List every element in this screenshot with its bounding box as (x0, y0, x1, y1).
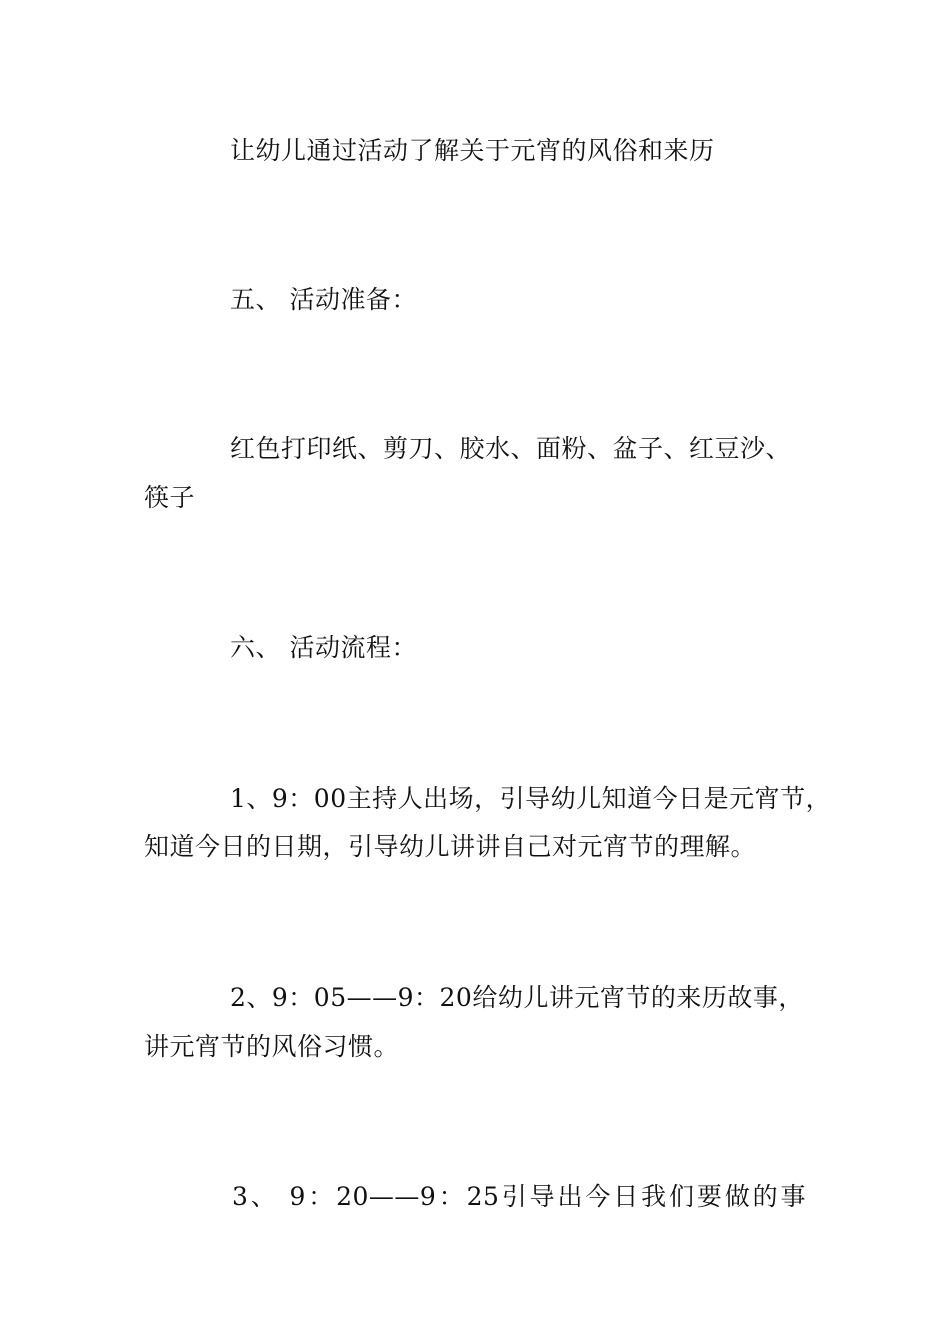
materials-line-1: 红色打印纸、剪刀、胶水、面粉、盆子、红豆沙、 (230, 434, 792, 463)
section-heading-preparation: 五、 活动准备： (230, 285, 417, 314)
materials-line-2: 筷子 (144, 483, 196, 512)
step-1-line-2: 知道今日的日期，引导幼儿讲讲自己对元宵节的理解。 (144, 832, 757, 861)
objective-paragraph: 让幼儿通过活动了解关于元宵的风俗和来历 (230, 136, 715, 165)
step-1-line-1: 1、9：00主持人出场，引导幼儿知道今日是元宵节， (230, 784, 832, 813)
section-heading-process: 六、 活动流程： (230, 633, 417, 662)
step-3-line-1: 3、 9：20——9：25引导出今日我们要做的事 (232, 1182, 806, 1211)
step-2-line-1: 2、9：05——9：20给幼儿讲元宵节的来历故事， (230, 983, 804, 1012)
step-2-line-2: 讲元宵节的风俗习惯。 (144, 1032, 400, 1061)
